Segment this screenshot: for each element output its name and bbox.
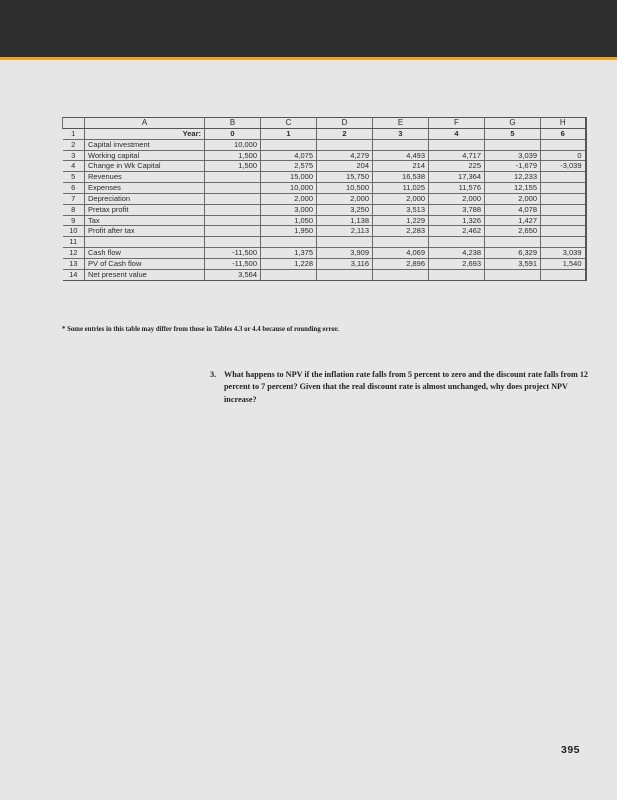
table-row — [63, 269, 586, 280]
table-cell: 2,283 — [373, 226, 429, 237]
table-cell: -1,679 — [485, 161, 541, 172]
table-row — [63, 237, 586, 248]
col-header-e: E — [373, 118, 429, 129]
table-cell: 4,493 — [373, 150, 429, 161]
table-cell: 2,000 — [485, 193, 541, 204]
table-row — [63, 258, 586, 269]
row-label: Depreciation — [85, 193, 205, 204]
table-cell: 3,591 — [485, 258, 541, 269]
table-cell — [205, 226, 261, 237]
table-cell: 2,462 — [429, 226, 485, 237]
row-label: Working capital — [85, 150, 205, 161]
table-cell: 1,138 — [317, 215, 373, 226]
year-cell: 6 — [541, 128, 586, 139]
row-label — [85, 237, 205, 248]
table-cell: 204 — [317, 161, 373, 172]
table-cell: 1,500 — [205, 161, 261, 172]
row-number: 7 — [63, 193, 85, 204]
table-footnote: * Some entries in this table may differ from those in Tables 4.3 or 4.4 because of rounding error. — [62, 326, 339, 333]
table-cell: 2,575 — [261, 161, 317, 172]
row-number: 5 — [63, 172, 85, 183]
table-cell: 2,000 — [317, 193, 373, 204]
year-row — [63, 128, 586, 139]
table-cell: 225 — [429, 161, 485, 172]
table-cell: 1,950 — [261, 226, 317, 237]
table-cell: 3,000 — [261, 204, 317, 215]
table-cell — [485, 269, 541, 280]
table-cell — [261, 269, 317, 280]
row-number: 14 — [63, 269, 85, 280]
table-cell: 3,564 — [205, 269, 261, 280]
table-cell: 0 — [541, 150, 586, 161]
row-label: Capital investment — [85, 139, 205, 150]
table-cell — [541, 215, 586, 226]
table-cell: 2,000 — [261, 193, 317, 204]
table-cell: 3,788 — [429, 204, 485, 215]
column-header-row — [63, 118, 586, 129]
row-number: 10 — [63, 226, 85, 237]
table-cell: 12,233 — [485, 172, 541, 183]
table-cell: 3,039 — [485, 150, 541, 161]
table-cell: 2,693 — [429, 258, 485, 269]
col-header-d: D — [317, 118, 373, 129]
table-cell: 1,540 — [541, 258, 586, 269]
table-cell: 11,025 — [373, 183, 429, 194]
table-cell: 2,113 — [317, 226, 373, 237]
row-number: 9 — [63, 215, 85, 226]
row-number: 3 — [63, 150, 85, 161]
table-cell — [205, 204, 261, 215]
row-number: 1 — [63, 128, 85, 139]
row-number: 8 — [63, 204, 85, 215]
year-label: Year: — [85, 128, 205, 139]
table-cell — [541, 269, 586, 280]
table-cell — [317, 139, 373, 150]
table-cell: 2,650 — [485, 226, 541, 237]
table-row — [63, 204, 586, 215]
table-cell: -11,500 — [205, 248, 261, 259]
row-label: Revenues — [85, 172, 205, 183]
col-header-c: C — [261, 118, 317, 129]
table-row — [63, 161, 586, 172]
year-cell: 0 — [205, 128, 261, 139]
row-label: Pretax profit — [85, 204, 205, 215]
table-cell: 17,364 — [429, 172, 485, 183]
table-cell: 3,039 — [541, 248, 586, 259]
year-cell: 5 — [485, 128, 541, 139]
table-cell: 3,909 — [317, 248, 373, 259]
table-cell: 3,513 — [373, 204, 429, 215]
table-cell: 1,050 — [261, 215, 317, 226]
table-cell: 16,538 — [373, 172, 429, 183]
table-cell: 4,238 — [429, 248, 485, 259]
table-cell — [541, 193, 586, 204]
table-cell — [205, 237, 261, 248]
table-cell — [261, 139, 317, 150]
row-label: Profit after tax — [85, 226, 205, 237]
page-number: 395 — [561, 744, 581, 756]
table-cell: 1,500 — [205, 150, 261, 161]
table-cell: 10,000 — [261, 183, 317, 194]
table-cell — [261, 237, 317, 248]
page-header-band — [0, 0, 617, 57]
year-cell: 1 — [261, 128, 317, 139]
row-number: 11 — [63, 237, 85, 248]
col-header-f: F — [429, 118, 485, 129]
header-accent-line — [0, 57, 617, 60]
table-cell — [205, 183, 261, 194]
table-cell: 15,750 — [317, 172, 373, 183]
table-cell — [429, 237, 485, 248]
table-cell — [205, 172, 261, 183]
row-number: 13 — [63, 258, 85, 269]
row-label: Cash flow — [85, 248, 205, 259]
table-row — [63, 183, 586, 194]
table-cell — [485, 237, 541, 248]
table-row — [63, 226, 586, 237]
table-cell: 2,000 — [373, 193, 429, 204]
table-cell: 12,155 — [485, 183, 541, 194]
row-number: 12 — [63, 248, 85, 259]
table-cell — [485, 139, 541, 150]
table-cell: 3,250 — [317, 204, 373, 215]
table-row — [63, 215, 586, 226]
table-cell: -11,500 — [205, 258, 261, 269]
row-label: Change in Wk Capital — [85, 161, 205, 172]
table-cell: 1,326 — [429, 215, 485, 226]
year-cell: 4 — [429, 128, 485, 139]
table-cell: 4,075 — [261, 150, 317, 161]
table-cell: 6,329 — [485, 248, 541, 259]
table-cell: 2,000 — [429, 193, 485, 204]
question-number: 3. — [210, 370, 217, 379]
question-text: What happens to NPV if the inflation rate falls from 5 percent to zero and the discount rate falls from 12 percent to 7 percent? Given that the real discount rate is almost unchanged, why does project NPV increase? — [224, 370, 589, 404]
table-row — [63, 150, 586, 161]
col-header-a: A — [85, 118, 205, 129]
table-cell — [429, 269, 485, 280]
table-cell: 4,078 — [485, 204, 541, 215]
col-header-g: G — [485, 118, 541, 129]
row-label: Tax — [85, 215, 205, 226]
table-cell — [317, 269, 373, 280]
table-cell: 4,069 — [373, 248, 429, 259]
spreadsheet-table — [62, 117, 587, 281]
table-cell: 10,000 — [205, 139, 261, 150]
table-row — [63, 139, 586, 150]
table-cell: 2,896 — [373, 258, 429, 269]
table-cell: 1,228 — [261, 258, 317, 269]
row-label: PV of Cash flow — [85, 258, 205, 269]
table-cell — [373, 139, 429, 150]
table-cell — [541, 183, 586, 194]
table-cell: 3,116 — [317, 258, 373, 269]
table-cell: 1,229 — [373, 215, 429, 226]
row-number: 6 — [63, 183, 85, 194]
table-cell — [373, 269, 429, 280]
table-cell — [205, 193, 261, 204]
table-cell: 1,375 — [261, 248, 317, 259]
table-cell — [373, 237, 429, 248]
row-number: 2 — [63, 139, 85, 150]
table-cell: 11,576 — [429, 183, 485, 194]
table-cell: 4,279 — [317, 150, 373, 161]
table-cell — [429, 139, 485, 150]
table-cell: 214 — [373, 161, 429, 172]
table-cell — [205, 215, 261, 226]
table-cell — [541, 237, 586, 248]
col-header-b: B — [205, 118, 261, 129]
row-label: Net present value — [85, 269, 205, 280]
table-cell: -3,039 — [541, 161, 586, 172]
year-cell: 2 — [317, 128, 373, 139]
table-row — [63, 172, 586, 183]
table-cell: 15,000 — [261, 172, 317, 183]
table-cell — [541, 204, 586, 215]
row-number: 4 — [63, 161, 85, 172]
table-cell — [541, 226, 586, 237]
table-row — [63, 248, 586, 259]
row-label: Expenses — [85, 183, 205, 194]
table-cell — [541, 139, 586, 150]
table-cell — [541, 172, 586, 183]
table-cell — [317, 237, 373, 248]
col-header-h: H — [541, 118, 586, 129]
table-cell: 1,427 — [485, 215, 541, 226]
year-cell: 3 — [373, 128, 429, 139]
table-row — [63, 193, 586, 204]
table-cell: 4,717 — [429, 150, 485, 161]
table-cell: 10,500 — [317, 183, 373, 194]
